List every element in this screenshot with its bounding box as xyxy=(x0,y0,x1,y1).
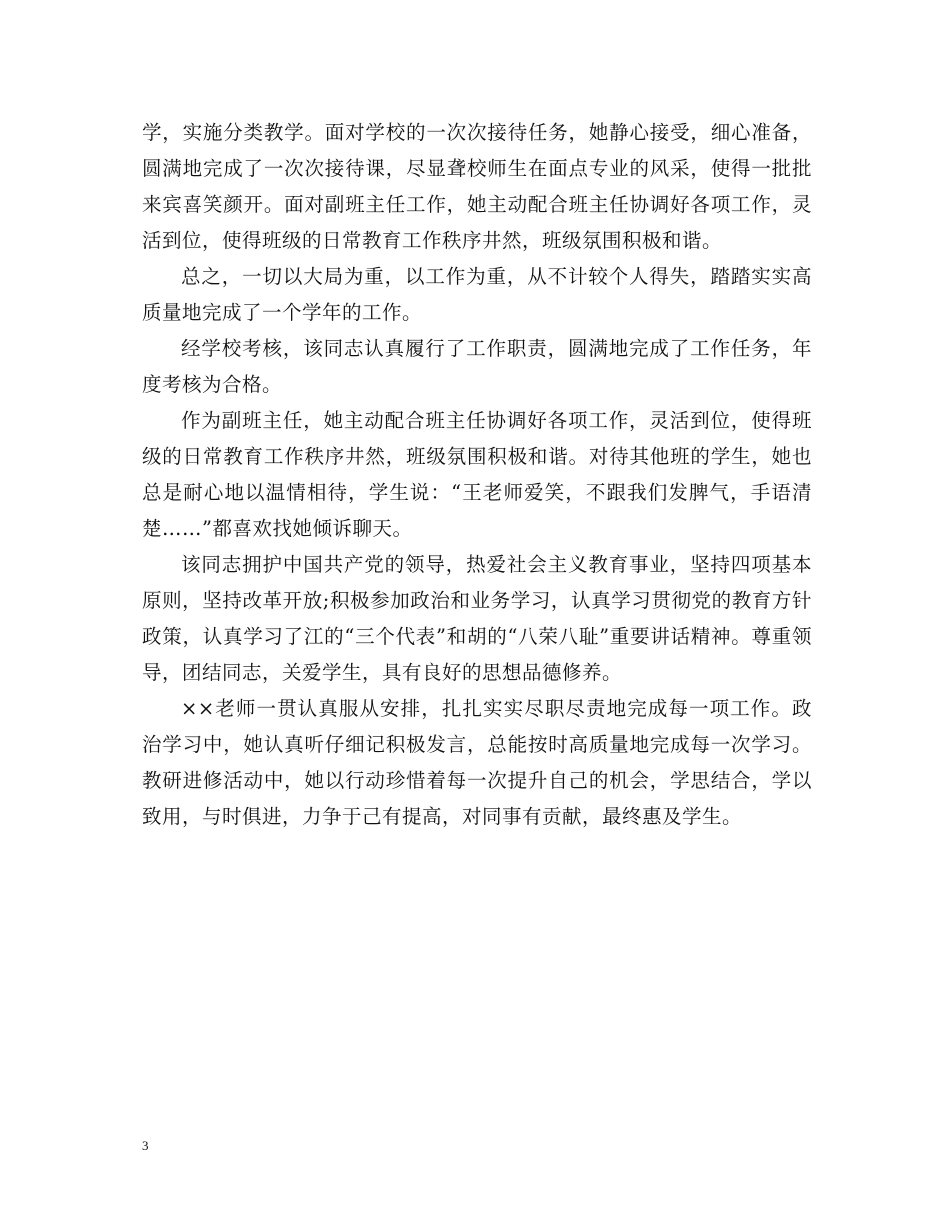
page-number: 3 xyxy=(142,1138,149,1153)
paragraph-assessment: 经学校考核，该同志认真履行了工作职责，圆满地完成了工作任务，年度考核为合格。 xyxy=(142,337,812,396)
paragraph-summary: 总之，一切以大局为重，以工作为重，从不计较个人得失，踏踏实实高质量地完成了一个学年的工作。 xyxy=(142,265,812,324)
document-body xyxy=(142,115,812,835)
paragraph-political-stance: 该同志拥护中国共产党的领导，热爱社会主义教育事业，坚持四项基本原则，坚持改革开放;积极参加政治和业务学习，认真学习贯彻党的教育方针政策，认真学习了江的“三个代表”和胡的“八荣八耻”重要讲话精神。尊重领导，团结同志，关爱学生，具有良好的思想品德修养。 xyxy=(142,553,812,684)
paragraph-continued: 学，实施分类教学。面对学校的一次次接待任务，她静心接受，细心准备，圆满地完成了一次次接待课，尽显聋校师生在面点专业的风采，使得一批批来宾喜笑颜开。面对副班主任工作，她主动配合班主任协调好各项工作，灵活到位，使得班级的日常教育工作秩序井然，班级氛围积极和谐。 xyxy=(142,121,812,252)
paragraph-work-attitude: ××老师一贯认真服从安排，扎扎实实尽职尽责地完成每一项工作。政治学习中，她认真听仔细记积极发言，总能按时高质量地完成每一次学习。教研进修活动中，她以行动珍惜着每一次提升自己的机会，学思结合，学以致用，与时俱进，力争于己有提高，对同事有贡献，最终惠及学生。 xyxy=(142,697,812,828)
paragraph-assistant-head-teacher: 作为副班主任，她主动配合班主任协调好各项工作，灵活到位，使得班级的日常教育工作秩序井然，班级氛围积极和谐。对待其他班的学生，她也总是耐心地以温情相待，学生说：“王老师爱笑，不跟我们发脾气，手语清楚……”都喜欢找她倾诉聊天。 xyxy=(142,409,812,540)
